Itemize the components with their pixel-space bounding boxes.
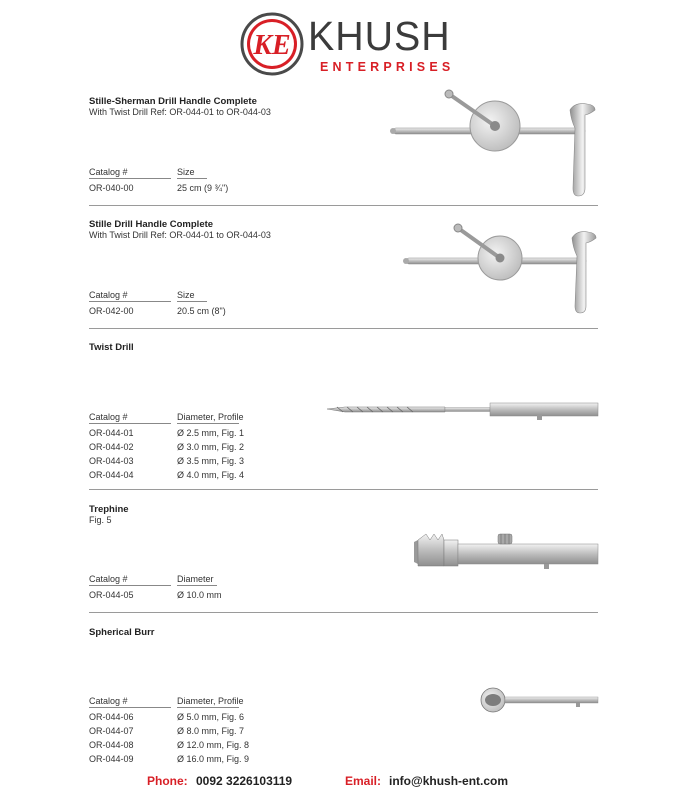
item-size: 25 cm (9 ¾") — [177, 183, 229, 193]
catalog-number: OR-044-03 — [89, 456, 134, 466]
column-header: Catalog # — [89, 412, 128, 422]
section-divider — [89, 612, 598, 613]
item-diameter: Ø 12.0 mm, Fig. 8 — [177, 740, 250, 750]
catalog-table — [89, 290, 289, 318]
section-title: Twist Drill — [89, 342, 134, 353]
column-header: Diameter — [177, 574, 214, 584]
catalog-table — [89, 167, 289, 195]
logo-badge-icon — [240, 12, 304, 76]
table-header — [89, 412, 289, 426]
item-size: 20.5 cm (8") — [177, 306, 226, 316]
table-row — [89, 752, 289, 766]
section-divider — [89, 328, 598, 329]
table-row — [89, 304, 289, 318]
table-row — [89, 738, 289, 752]
brand-tagline: ENTERPRISES — [320, 60, 455, 74]
item-diameter: Ø 5.0 mm, Fig. 6 — [177, 712, 245, 722]
table-row — [89, 426, 289, 440]
table-header — [89, 167, 289, 181]
catalog-number: OR-044-06 — [89, 712, 134, 722]
table-row — [89, 468, 289, 482]
table-header — [89, 290, 289, 304]
email-link[interactable]: info@khush-ent.com — [389, 774, 509, 788]
column-header: Diameter, Profile — [177, 696, 244, 706]
section-subtitle: With Twist Drill Ref: OR-044-01 to OR-044-03 — [89, 230, 271, 240]
column-header: Size — [177, 167, 195, 177]
phone-number[interactable]: 0092 3226103119 — [196, 774, 293, 788]
drill-handle-illustration — [400, 218, 600, 318]
item-diameter: Ø 16.0 mm, Fig. 9 — [177, 754, 250, 764]
catalog-number: OR-040-00 — [89, 183, 134, 193]
table-row — [89, 724, 289, 738]
brand-logo — [240, 12, 460, 76]
table-header — [89, 696, 289, 710]
table-row — [89, 454, 289, 468]
brand-name: KHUSH — [308, 13, 451, 59]
item-diameter: Ø 8.0 mm, Fig. 7 — [177, 726, 245, 736]
catalog-table — [89, 574, 289, 602]
section-title: Stille Drill Handle Complete — [89, 219, 214, 230]
section-title: Spherical Burr — [89, 627, 155, 638]
item-diameter: Ø 10.0 mm — [177, 590, 222, 600]
catalog-number: OR-042-00 — [89, 306, 134, 316]
section-title: Trephine — [89, 504, 129, 515]
twist-drill-illustration — [325, 398, 600, 422]
column-header: Diameter, Profile — [177, 412, 244, 422]
column-header: Catalog # — [89, 290, 128, 300]
catalog-number: OR-044-01 — [89, 428, 134, 438]
item-diameter: Ø 3.5 mm, Fig. 3 — [177, 456, 245, 466]
phone-label: Phone: — [147, 774, 188, 788]
column-header: Catalog # — [89, 167, 128, 177]
catalog-number: OR-044-07 — [89, 726, 134, 736]
section-subtitle: Fig. 5 — [89, 515, 112, 525]
email-label: Email: — [345, 774, 382, 788]
item-diameter: Ø 3.0 mm, Fig. 2 — [177, 442, 245, 452]
section-subtitle: With Twist Drill Ref: OR-044-01 to OR-044-03 — [89, 107, 271, 117]
table-row — [89, 710, 289, 724]
table-row — [89, 588, 289, 602]
catalog-number: OR-044-05 — [89, 590, 134, 600]
column-header: Catalog # — [89, 574, 128, 584]
catalog-number: OR-044-08 — [89, 740, 134, 750]
catalog-number: OR-044-09 — [89, 754, 134, 764]
table-header — [89, 574, 289, 588]
table-row — [89, 440, 289, 454]
item-diameter: Ø 4.0 mm, Fig. 4 — [177, 470, 245, 480]
catalog-table — [89, 412, 289, 482]
catalog-table — [89, 696, 289, 766]
trephine-illustration — [410, 528, 600, 576]
table-row — [89, 181, 289, 195]
svg-text:KE: KE — [253, 30, 291, 61]
item-diameter: Ø 2.5 mm, Fig. 1 — [177, 428, 245, 438]
section-divider — [89, 205, 598, 206]
column-header: Size — [177, 290, 195, 300]
catalog-number: OR-044-04 — [89, 470, 134, 480]
catalog-number: OR-044-02 — [89, 442, 134, 452]
drill-handle-illustration — [385, 88, 605, 198]
section-title: Stille-Sherman Drill Handle Complete — [89, 96, 257, 107]
spherical-burr-illustration — [478, 686, 600, 716]
column-header: Catalog # — [89, 696, 128, 706]
section-divider — [89, 489, 598, 490]
